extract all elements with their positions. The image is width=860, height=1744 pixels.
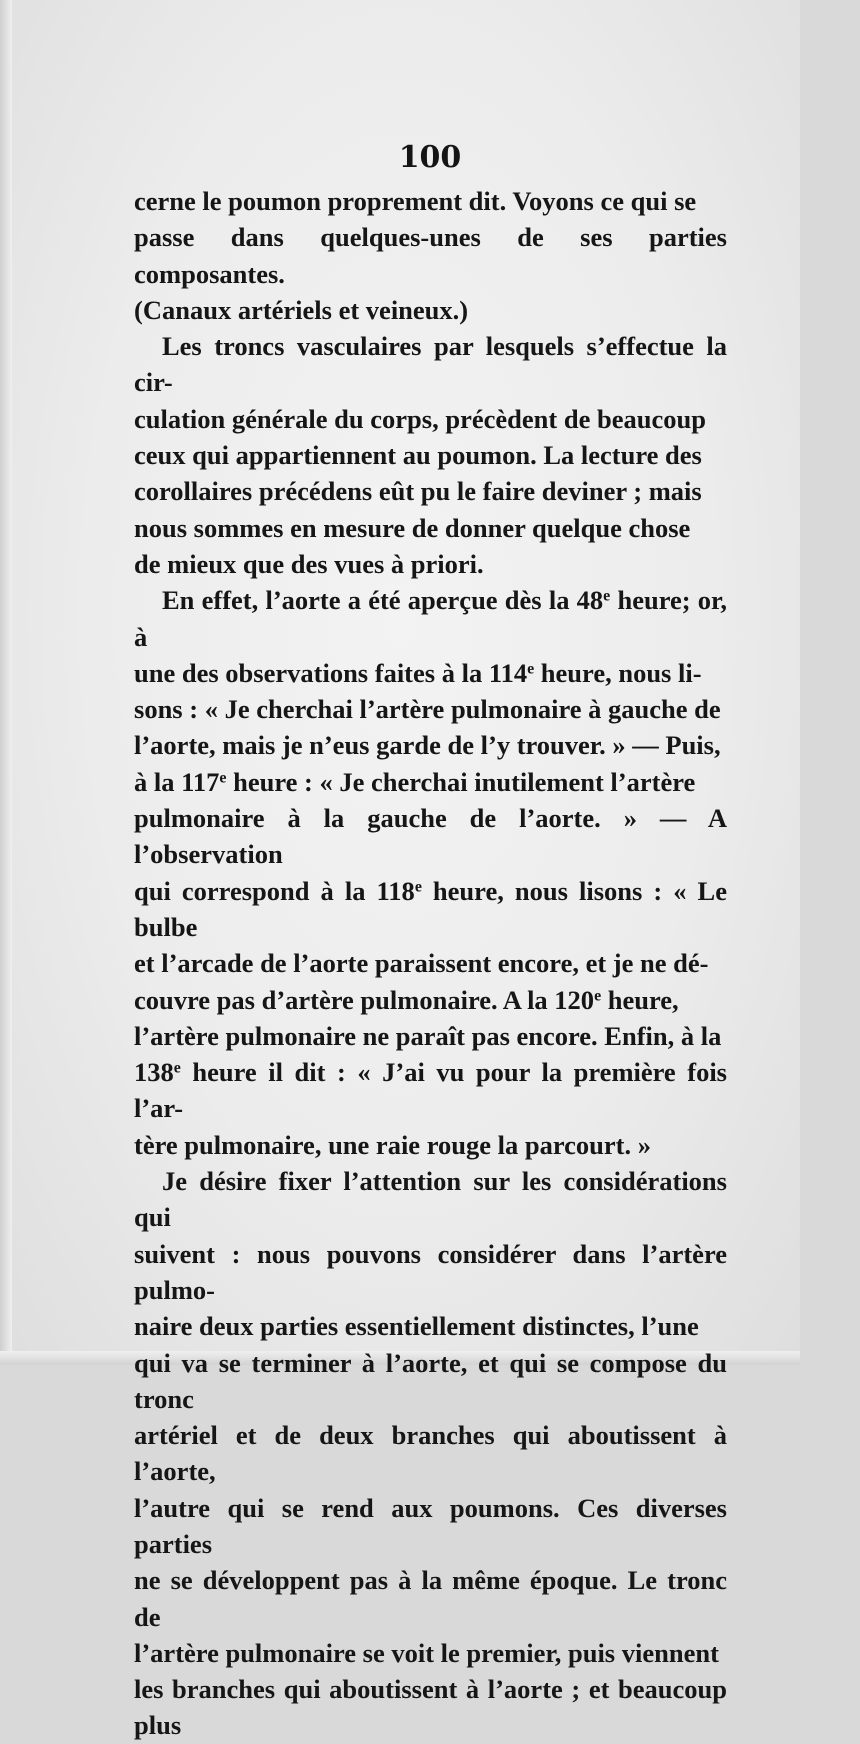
text-line: de mieux que des vues à priori. — [134, 548, 484, 579]
paragraph-3 — [134, 582, 727, 1163]
page-number: 100 — [398, 140, 462, 175]
paragraph-1 — [134, 183, 727, 328]
text-line: (Canaux artériels et veineux.) — [134, 294, 469, 325]
text-line: passe dans quelques-unes de ses parties composantes. — [134, 222, 727, 289]
paragraph-4 — [134, 1163, 727, 1744]
text-line: suivent : nous pouvons considérer dans l’artère pulmo- — [134, 1238, 727, 1305]
text-line: l’artère pulmonaire se voit le premier, puis viennent — [134, 1637, 719, 1668]
text-line: ne se développent pas à la même époque. Le tronc de — [134, 1565, 727, 1632]
text-line: artériel et de deux branches qui aboutissent à l’aorte, — [134, 1420, 727, 1487]
text-line: sons : « Je cherchai l’artère pulmonaire à gauche de — [134, 694, 721, 725]
text-line: ceux qui appartiennent au poumon. La lecture des — [134, 440, 702, 471]
text-line: Les troncs vasculaires par lesquels s’effectue la cir- — [134, 331, 727, 398]
text-line: 138e heure il dit : « J’ai vu pour la première fois l’ar- — [134, 1057, 727, 1124]
text-line: nous sommes en mesure de donner quelque chose — [134, 512, 691, 543]
paragraph-2 — [134, 328, 727, 582]
text-line: culation générale du corps, précèdent de beaucoup — [134, 403, 706, 434]
text-line: et l’arcade de l’aorte paraissent encore, et je ne dé- — [134, 948, 709, 979]
text-line: tère pulmonaire, une raie rouge la parcourt. » — [134, 1129, 651, 1160]
text-line: qui va se terminer à l’aorte, et qui se compose du tronc — [134, 1347, 727, 1414]
text-line: les branches qui aboutissent à l’aorte ; et beaucoup plus — [134, 1674, 727, 1741]
text-line: l’autre qui se rend aux poumons. Ces diverses parties — [134, 1492, 727, 1559]
text-line: à la 117e heure : « Je cherchai inutilement l’artère — [134, 766, 696, 797]
text-line: couvre pas d’artère pulmonaire. A la 120e heure, — [134, 984, 679, 1015]
text-line: Je désire fixer l’attention sur les considérations qui — [134, 1166, 727, 1233]
text-line: qui correspond à la 118e heure, nous lisons : « Le bulbe — [134, 875, 727, 942]
text-line: l’aorte, mais je n’eus garde de l’y trouver. » — Puis, — [134, 730, 721, 761]
page-edge-shadow — [0, 0, 12, 1365]
text-line: corollaires précédens eût pu le faire deviner ; mais — [134, 476, 702, 507]
text-line: naire deux parties essentiellement distinctes, l’une — [134, 1311, 699, 1342]
text-line: cerne le poumon proprement dit. Voyons ce qui se — [134, 186, 697, 216]
body-text — [134, 183, 727, 1744]
text-line: l’artère pulmonaire ne paraît pas encore. Enfin, à la — [134, 1020, 722, 1051]
text-line: pulmonaire à la gauche de l’aorte. » — A l’observation — [134, 803, 727, 870]
text-line: En effet, l’aorte a été aperçue dès la 48e heure; or, à — [134, 585, 727, 652]
text-line: une des observations faites à la 114e heure, nous li- — [134, 657, 702, 688]
